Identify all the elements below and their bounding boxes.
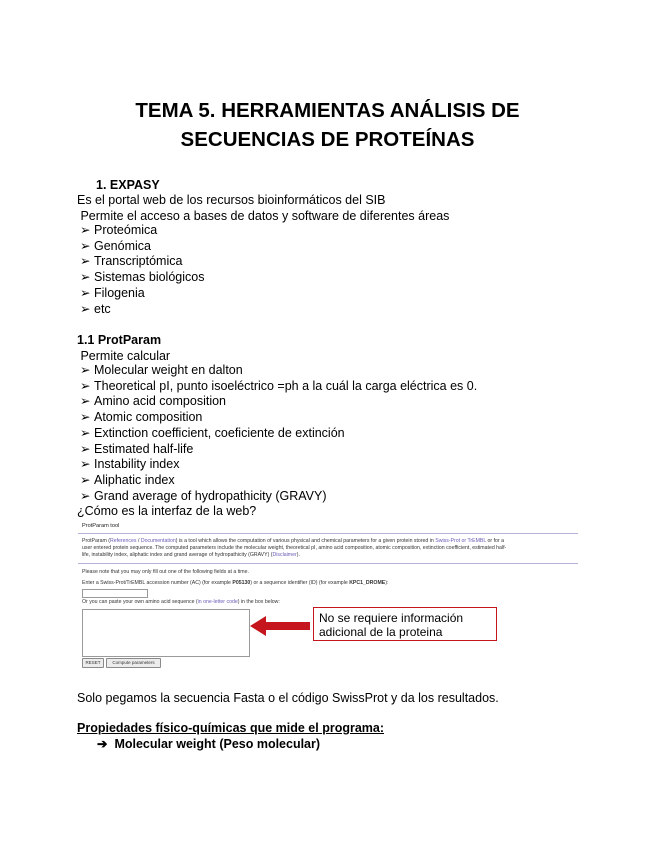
list-item: ➢ Proteómica [80, 223, 158, 237]
bullet-arrow-icon: ➢ [80, 378, 91, 393]
list-item: ➢ Extinction coefficient, coeficiente de extinción [80, 425, 345, 440]
list-item: ➢ Theoretical pI, punto isoeléctrico =ph a la cuál la carga eléctrica es 0. [80, 378, 478, 393]
title-line-1: TEMA 5. HERRAMIENTAS ANÁLISIS DE [135, 99, 520, 122]
list-item: ➢ Molecular weight en dalton [80, 363, 243, 377]
protparam-description-line-1: ProtParam (References / Documentation) is a tool which allows the computation of various physical and chemical parameters for a given protein stored in Swiss-Prot or TrEMBL or for a [82, 538, 504, 544]
bullet-arrow-icon: ➢ [80, 488, 91, 503]
bullet-arrow-icon: ➢ [80, 254, 91, 269]
bullet-arrow-icon: ➢ [80, 363, 91, 377]
red-arrow-icon [250, 615, 310, 637]
sequence-textarea[interactable] [82, 609, 250, 657]
references-link[interactable]: References [109, 538, 137, 544]
bullet-arrow-icon: ➢ [80, 394, 91, 409]
list-item: ➢ Genómica [80, 238, 151, 253]
interface-question: ¿Cómo es la interfaz de la web? [77, 504, 257, 518]
list-item: ➢ Sistemas biológicos [80, 270, 205, 285]
documentation-link[interactable]: Documentation [140, 538, 176, 544]
protparam-intro: Permite calcular [77, 349, 171, 363]
properties-heading: Propiedades físico-químicas que mide el programa: [77, 721, 385, 735]
list-item: ➢ Amino acid composition [80, 394, 227, 409]
right-arrow-icon: ➔ [97, 737, 108, 751]
fill-one-field-note: Please note that you may only fill out one of the following fields at a time. [82, 569, 249, 575]
list-item: ➢ Aliphatic index [80, 472, 175, 487]
reset-button[interactable]: RESET [82, 658, 104, 668]
bullet-arrow-icon: ➢ [80, 223, 91, 237]
divider [78, 563, 578, 564]
divider [78, 533, 578, 534]
accession-input[interactable] [82, 589, 148, 598]
expasy-areas-list [80, 223, 204, 317]
accession-instructions: Enter a Swiss-Prot/TrEMBL accession number (AC) (for example P05130) or a sequence identifier (ID) (for example KPC1_DROME): [82, 580, 389, 586]
callout-line-1: No se requiere información [319, 611, 464, 625]
protparam-description-line-3: life, instability index, aliphatic index and grand average of hydropathicity (GRAVY) (Disclaimer). [82, 552, 300, 558]
bullet-arrow-icon: ➢ [80, 301, 91, 316]
list-item: ➢ Transcriptómica [80, 254, 183, 269]
callout-line-2: adicional de la proteina [319, 625, 443, 639]
protparam-screenshot [78, 519, 578, 669]
expasy-description: Es el portal web de los recursos bioinformáticos del SIB [77, 193, 386, 207]
bullet-arrow-icon: ➢ [80, 441, 91, 456]
list-item: ➢ Instability index [80, 457, 180, 472]
bullet-arrow-icon: ➢ [80, 270, 91, 285]
disclaimer-link[interactable]: Disclaimer [272, 552, 297, 558]
callout-box [313, 607, 497, 641]
page-title [0, 96, 655, 154]
protparam-tool-title: ProtParam tool [82, 523, 120, 529]
list-item: ➢ etc [80, 301, 111, 316]
list-item: ➢ Estimated half-life [80, 441, 194, 456]
property-item: ➔ Molecular weight (Peso molecular) [97, 737, 321, 751]
bullet-arrow-icon: ➢ [80, 457, 91, 472]
compute-parameters-button[interactable]: Compute parameters [106, 658, 161, 668]
title-line-2: SECUENCIAS DE PROTEÍNAS [180, 128, 475, 151]
list-item: ➢ Atomic composition [80, 410, 203, 425]
bullet-arrow-icon: ➢ [80, 285, 91, 300]
swiss-prot-link[interactable]: Swiss-Prot or TrEMBL [435, 538, 487, 544]
result-text: Solo pegamos la secuencia Fasta o el código SwissProt y da los resultados. [77, 691, 499, 705]
bullet-arrow-icon: ➢ [80, 425, 91, 440]
list-item: ➢ Grand average of hydropathicity (GRAVY) [80, 488, 327, 503]
bullet-arrow-icon: ➢ [80, 410, 91, 425]
protparam-description-line-2: user entered protein sequence. The computed parameters include the molecular weight, theoretical pI, amino acid composition, atomic composition, extinction coefficient, estimated half- [82, 545, 507, 551]
sequence-instructions: Or you can paste your own amino acid sequence (in one-letter code) in the box below: [82, 599, 280, 605]
bullet-arrow-icon: ➢ [80, 238, 91, 253]
protparam-items-list [80, 363, 477, 504]
bullet-arrow-icon: ➢ [80, 472, 91, 487]
list-item: ➢ Filogenia [80, 285, 145, 300]
section-expasy-heading: 1. EXPASY [96, 178, 160, 192]
expasy-access-description: Permite el acceso a bases de datos y software de diferentes áreas [77, 209, 450, 223]
section-protparam-heading: 1.1 ProtParam [77, 333, 162, 347]
one-letter-code-link[interactable]: in one-letter code [197, 599, 238, 605]
